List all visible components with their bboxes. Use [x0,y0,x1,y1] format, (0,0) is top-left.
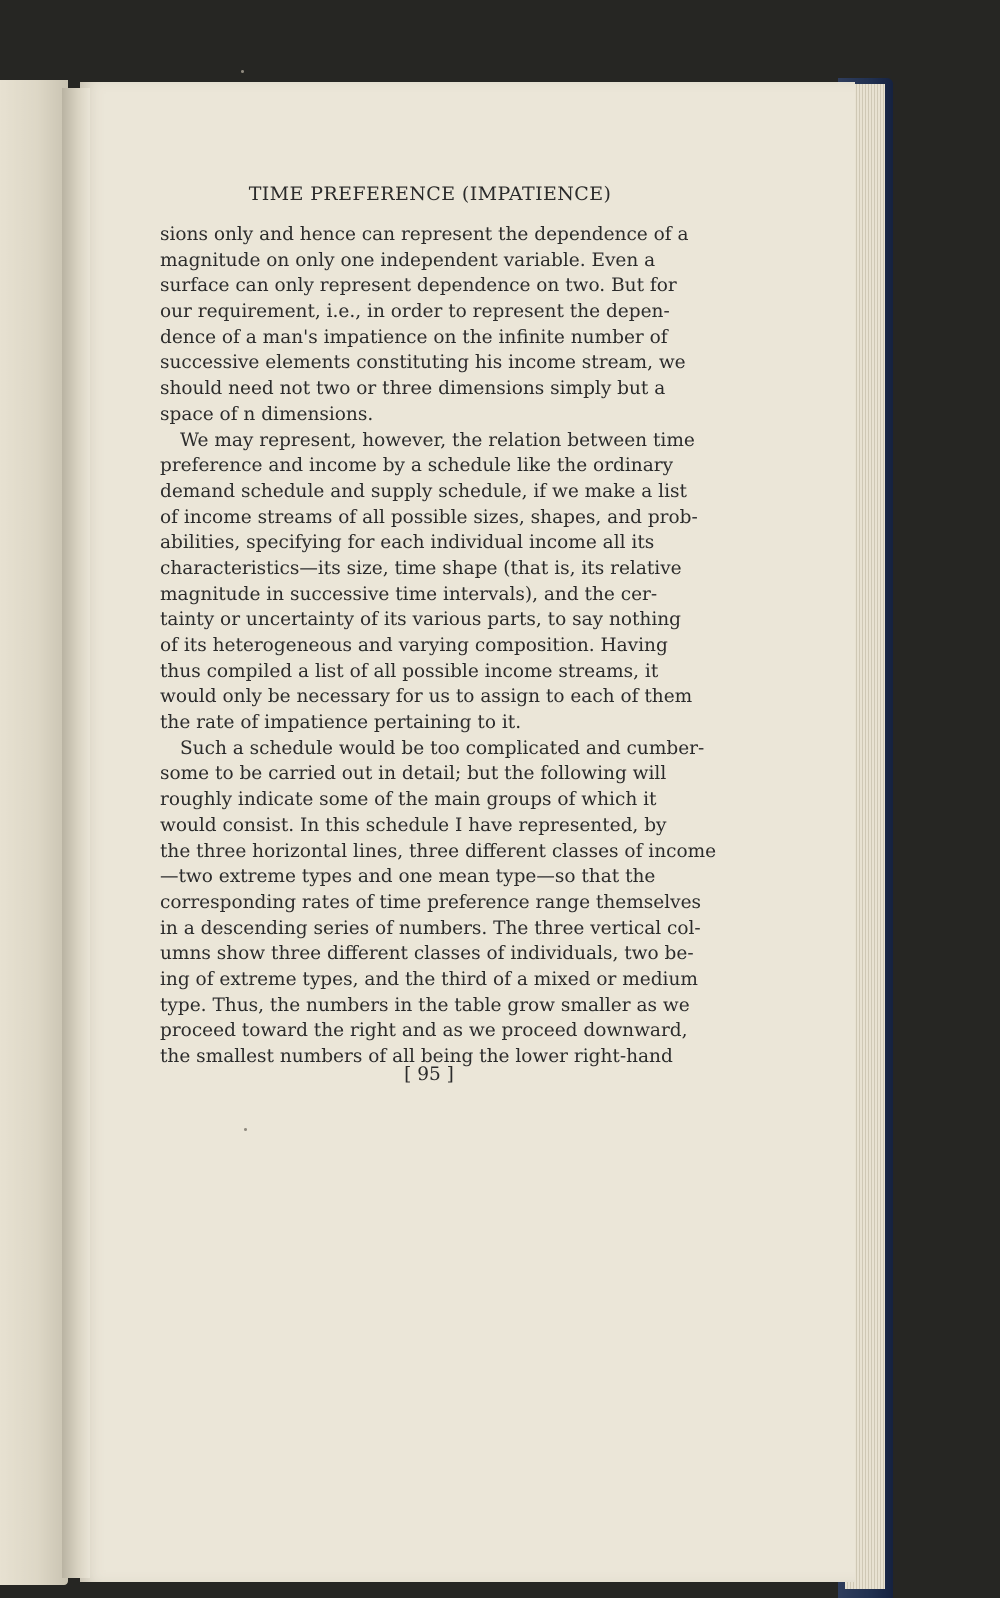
text-line: successive elements constituting his income stream, we [160,352,686,374]
text-line: in a descending series of numbers. The three vertical col- [160,917,701,939]
text-line: demand schedule and supply schedule, if we make a list [160,480,687,502]
text-line: our requirement, i.e., in order to represent the depen- [160,301,670,323]
text-line: characteristics—its size, time shape (that is, its relative [160,557,682,579]
page-number: [ 95 ] [404,1064,454,1085]
text-line: some to be carried out in detail; but the following will [160,763,667,785]
text-line: surface can only represent dependence on two. But for [160,275,677,297]
text-line: corresponding rates of time preference range themselves [160,891,702,913]
left-page-edge [0,80,68,1585]
text-line: ing of extreme types, and the third of a mixed or medium [160,968,698,990]
text-line: of income streams of all possible sizes, shapes, and prob- [160,506,698,528]
text-line: Such a schedule would be too complicated and cumber- [180,737,705,759]
text-line: —two extreme types and one mean type—so that the [160,866,656,888]
text-line: should need not two or three dimensions simply but a [160,378,666,400]
body-text [160,222,717,1070]
text-line: thus compiled a list of all possible income streams, it [160,660,659,682]
text-line: the rate of impatience pertaining to it. [160,712,522,734]
text-line: space of n dimensions. [160,403,374,425]
text-line: the three horizontal lines, three different classes of income [160,840,717,862]
text-line: We may represent, however, the relation between time [180,429,695,451]
text-line: the smallest numbers of all being the lower right-hand [160,1046,673,1067]
text-line: magnitude on only one independent variable. Even a [160,249,656,271]
text-line: type. Thus, the numbers in the table grow smaller as we [160,994,690,1016]
page-gutter [62,88,90,1578]
dust-speck [244,1128,247,1131]
text-line: would only be necessary for us to assign to each of them [160,686,693,708]
text-line: umns show three different classes of individuals, two be- [160,943,694,965]
text-line: would consist. In this schedule I have represented, by [160,814,667,836]
dust-speck [241,70,244,73]
running-head: TIME PREFERENCE (IMPATIENCE) [248,183,612,205]
text-line: magnitude in successive time intervals), and the cer- [160,583,658,605]
text-line: roughly indicate some of the main groups of which it [160,789,657,811]
text-line: sions only and hence can represent the dependence of a [160,224,689,245]
text-line: dence of a man's impatience on the infinite number of [160,326,668,348]
text-line: tainty or uncertainty of its various parts, to say nothing [160,609,682,631]
text-line: proceed toward the right and as we proceed downward, [160,1020,688,1042]
text-line: preference and income by a schedule like the ordinary [160,455,674,477]
text-line: of its heterogeneous and varying composition. Having [160,635,668,656]
text-line: abilities, specifying for each individual income all its [160,532,655,554]
